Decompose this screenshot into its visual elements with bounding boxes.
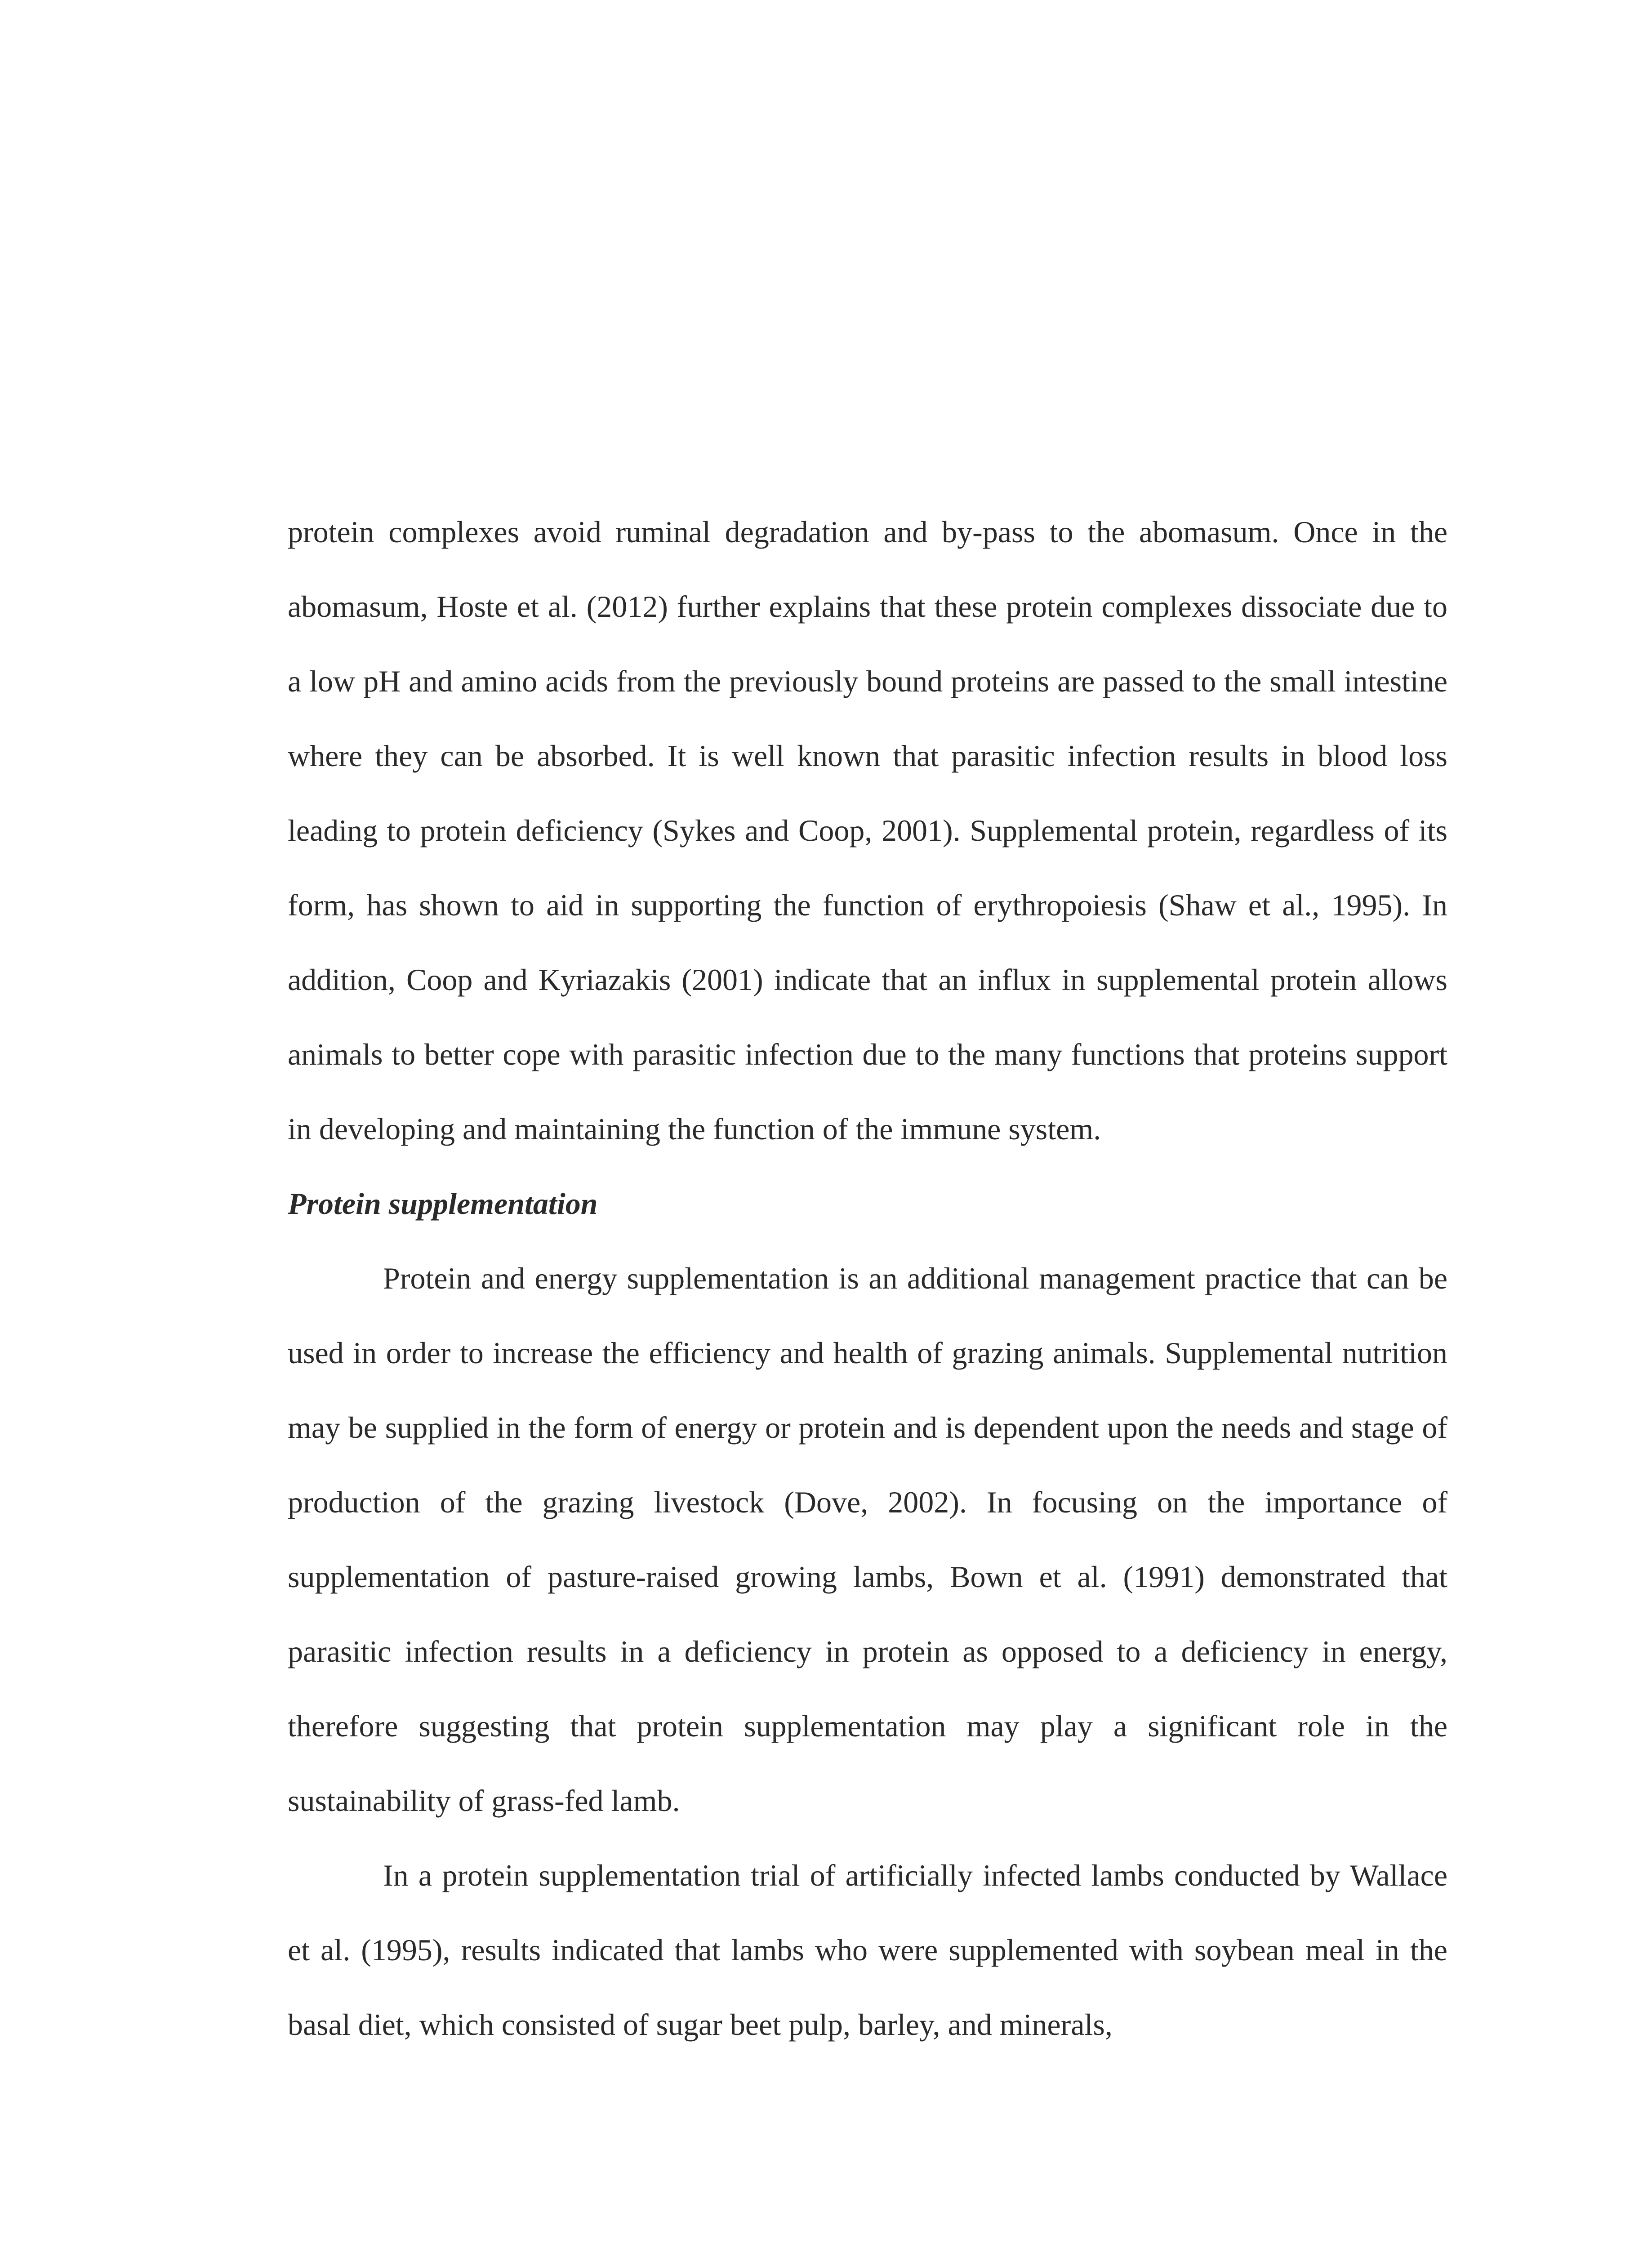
body-text xyxy=(288,495,1447,2062)
paragraph-trial: In a protein supplementation trial of artificially infected lambs conducted by Wallace et al. (1995), results indicated that lambs who were supplemented with soybean meal in the basal diet, which consisted of sugar beet pulp, barley, and minerals, xyxy=(288,1858,1447,2042)
paragraph-protein-energy: Protein and energy supplementation is an additional management practice that can be used in order to increase the efficiency and health of grazing animals. Supplemental nutrition may be supplied in the form of energy or protein and is dependent upon the needs and stage of production of the grazing livestock (Dove, 2002). In focusing on the importance of supplementation of pasture-raised growing lambs, Bown et al. (1991) demonstrated that parasitic infection results in a deficiency in protein as opposed to a deficiency in energy, therefore suggesting that protein supplementation may play a significant role in the sustainability of grass-fed lamb. xyxy=(288,1261,1447,1818)
paragraph-continued: protein complexes avoid ruminal degradation and by-pass to the abomasum. Once in the abomasum, Hoste et al. (2012) further explains that these protein complexes dissociate due to a low pH and amino acids from the previously bound proteins are passed to the small intestine where they can be absorbed. It is well known that parasitic infection results in blood loss leading to protein deficiency (Sykes and Coop, 2001). Supplemental protein, regardless of its form, has shown to aid in supporting the function of erythropoiesis (Shaw et al., 1995). In addition, Coop and Kyriazakis (2001) indicate that an influx in supplemental protein allows animals to better cope with parasitic infection due to the many functions that proteins support in developing and maintaining the function of the immune system. xyxy=(288,515,1447,1146)
section-heading: Protein supplementation xyxy=(288,1186,598,1221)
